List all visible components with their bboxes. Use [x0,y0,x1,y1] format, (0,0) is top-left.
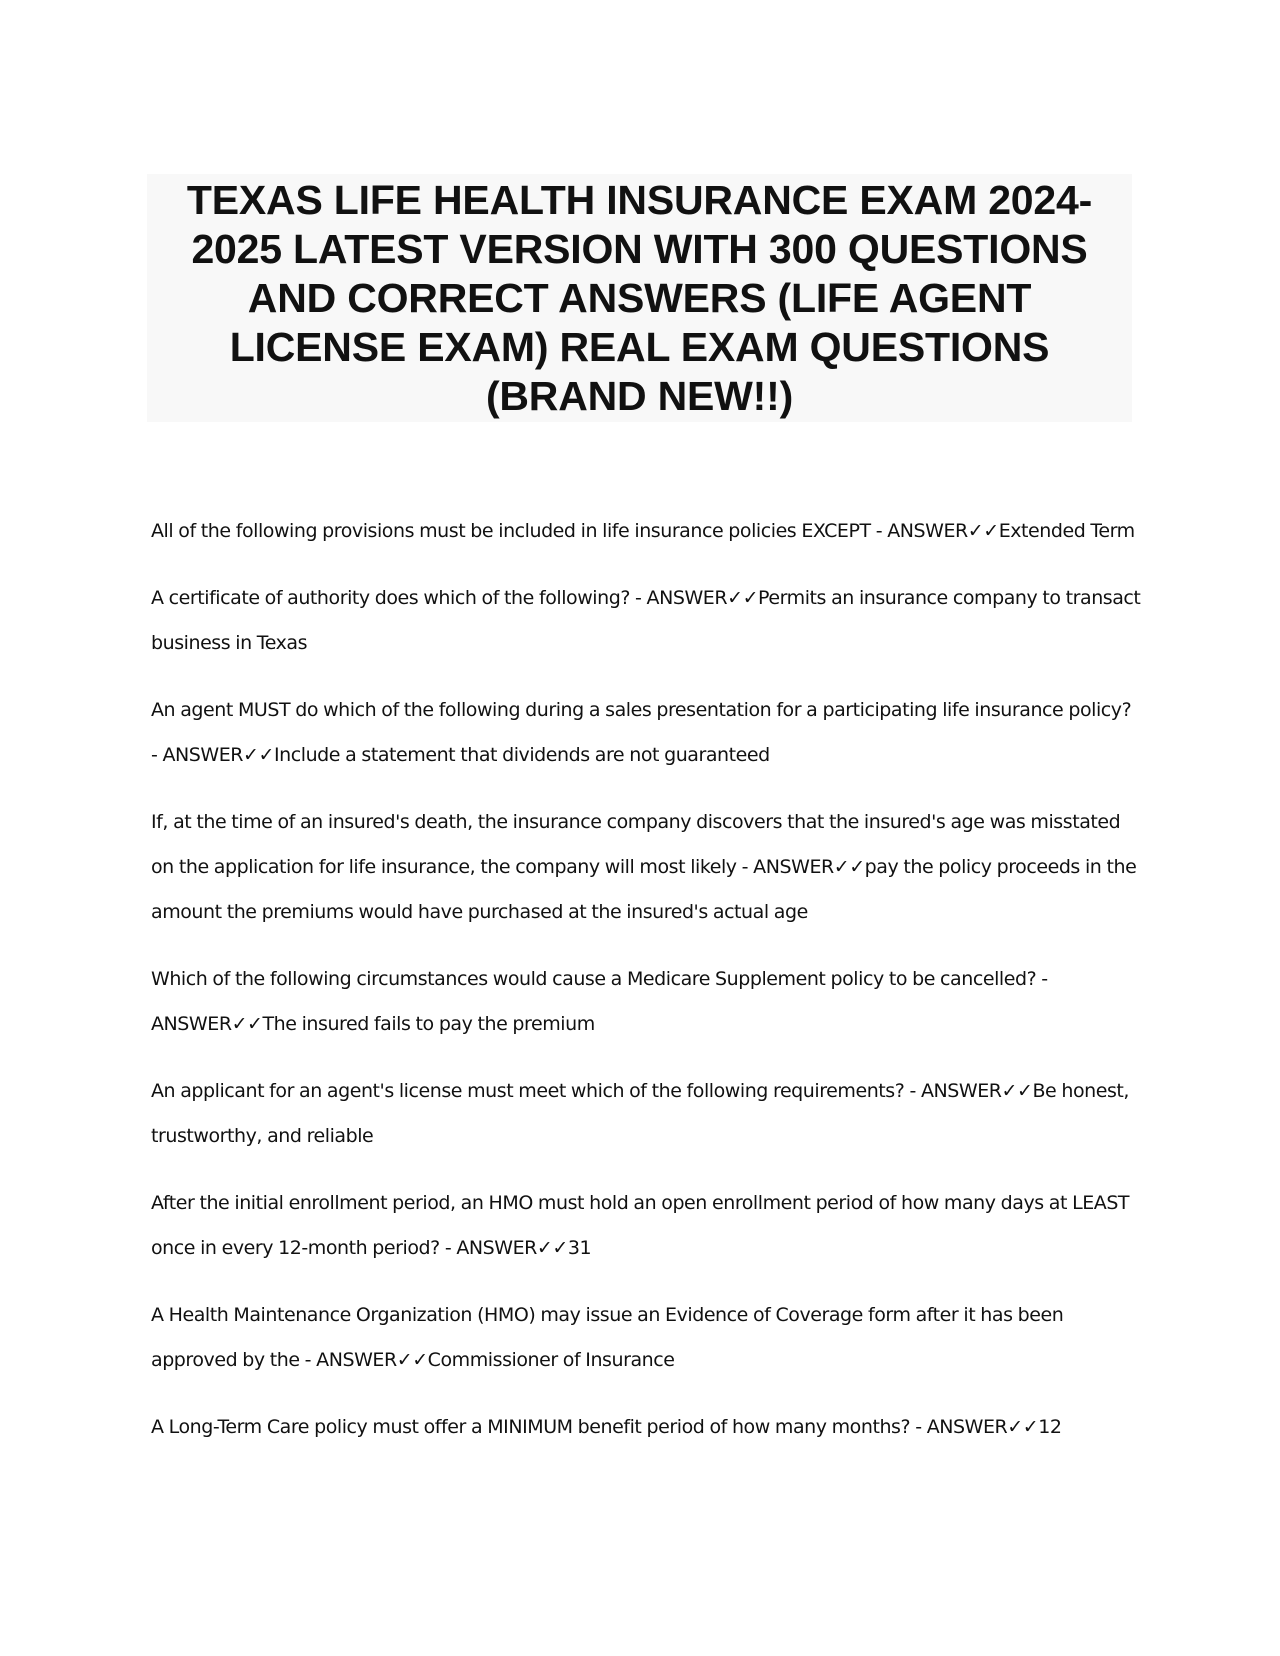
qa-item: A certificate of authority does which of the following? - ANSWER✓✓Permits an insurance company to transact business in Texas [151,587,1141,654]
title-block [147,174,1132,422]
qa-item: An applicant for an agent's license must meet which of the following requirements? - ANSWER✓✓Be honest, trustworthy, and reliable [151,1080,1130,1147]
qa-list [151,509,1141,1472]
qa-item: Which of the following circumstances would cause a Medicare Supplement policy to be cancelled? - ANSWER✓✓The insured fails to pay the premium [151,968,1048,1035]
qa-item: A Long-Term Care policy must offer a MINIMUM benefit period of how many months? - ANSWER✓✓12 [151,1416,1062,1438]
document-title: TEXAS LIFE HEALTH INSURANCE EXAM 2024-2025 LATEST VERSION WITH 300 QUESTIONS AND CORRECT ANSWERS (LIFE AGENT LICENSE EXAM) REAL EXAM QUESTIONS (BRAND NEW!!) [186,176,1093,419]
qa-item: An agent MUST do which of the following during a sales presentation for a participating life insurance policy? - ANSWER✓✓Include a statement that dividends are not guaranteed [151,699,1132,766]
qa-item: A Health Maintenance Organization (HMO) may issue an Evidence of Coverage form after it has been approved by the - ANSWER✓✓Commissioner of Insurance [151,1304,1064,1371]
qa-item: After the initial enrollment period, an HMO must hold an open enrollment period of how many days at LEAST once in every 12-month period? - ANSWER✓✓31 [151,1192,1130,1259]
qa-item: All of the following provisions must be included in life insurance policies EXCEPT - ANSWER✓✓Extended Term [151,520,1135,542]
qa-item: If, at the time of an insured's death, the insurance company discovers that the insured's age was misstated on the application for life insurance, the company will most likely - ANSWER✓✓pay the policy proceeds in the amount the premiums would have purchased at the insured's actual age [151,811,1137,923]
